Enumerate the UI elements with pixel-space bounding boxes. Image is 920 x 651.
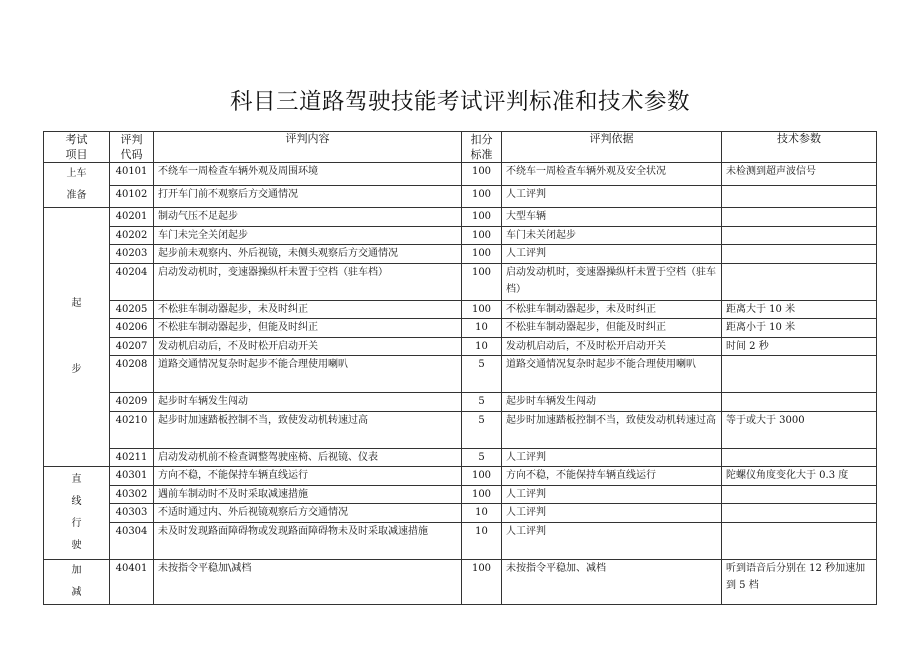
score-cell: 10 [462,522,502,559]
content-cell: 启动发动机前不检查调整驾驶座椅、后视镜、仪表 [154,448,462,467]
header-param: 技术参数 [722,132,877,163]
code-cell: 40201 [110,208,154,227]
basis-cell: 大型车辆 [502,208,722,227]
code-cell: 40303 [110,504,154,523]
basis-cell: 不松驻车制动器起步，但能及时纠正 [502,319,722,338]
table-row [44,467,877,486]
table-row [44,485,877,504]
header-category: 考试 项目 [44,132,110,163]
content-cell: 发动机启动后，不及时松开启动开关 [154,337,462,356]
header-basis: 评判依据 [502,132,722,163]
basis-cell: 人工评判 [502,185,722,208]
content-cell: 道路交通情况复杂时起步不能合理使用喇叭 [154,356,462,393]
content-cell: 打开车门前不观察后方交通情况 [154,185,462,208]
content-cell: 方向不稳，不能保持车辆直线运行 [154,467,462,486]
table-row [44,185,877,208]
standards-table [43,131,877,605]
basis-cell: 起步时车辆发生闯动 [502,393,722,412]
param-cell [722,245,877,264]
table-row [44,263,877,300]
basis-cell: 不松驻车制动器起步，未及时纠正 [502,300,722,319]
code-cell: 40203 [110,245,154,264]
table-row [44,559,877,604]
param-cell [722,393,877,412]
code-cell: 40204 [110,263,154,300]
table-row [44,163,877,186]
score-cell: 5 [462,448,502,467]
score-cell: 100 [462,185,502,208]
basis-cell: 启动发动机时，变速器操纵杆未置于空档（驻车档） [502,263,722,300]
category-cell: 加 减 [44,559,110,604]
category-cell: 直 线 行 驶 [44,467,110,560]
param-cell [722,226,877,245]
basis-cell: 道路交通情况复杂时起步不能合理使用喇叭 [502,356,722,393]
table-row [44,356,877,393]
basis-cell: 车门未关闭起步 [502,226,722,245]
content-cell: 起步时加速踏板控制不当，致使发动机转速过高 [154,411,462,448]
content-cell: 不松驻车制动器起步，但能及时纠正 [154,319,462,338]
code-cell: 40205 [110,300,154,319]
score-cell: 100 [462,559,502,604]
score-cell: 100 [462,208,502,227]
content-cell: 车门未完全关闭起步 [154,226,462,245]
table-body [44,163,877,605]
code-cell: 40302 [110,485,154,504]
basis-cell: 发动机启动后，不及时松开启动开关 [502,337,722,356]
content-cell: 未按指令平稳加\减档 [154,559,462,604]
score-cell: 10 [462,337,502,356]
table-row [44,393,877,412]
basis-cell: 人工评判 [502,245,722,264]
category-cell: 上车 准备 [44,163,110,208]
param-cell: 等于或大于 3000 [722,411,877,448]
code-cell: 40210 [110,411,154,448]
score-cell: 5 [462,356,502,393]
code-cell: 40401 [110,559,154,604]
table-row [44,319,877,338]
basis-cell: 未按指令平稳加、减档 [502,559,722,604]
basis-cell: 人工评判 [502,504,722,523]
param-cell [722,485,877,504]
score-cell: 10 [462,319,502,338]
code-cell: 40102 [110,185,154,208]
content-cell: 不绕车一周检查车辆外观及周围环境 [154,163,462,186]
table-row [44,300,877,319]
category-cell: 起 步 [44,208,110,467]
table-row [44,448,877,467]
param-cell: 距离大于 10 米 [722,300,877,319]
table-row [44,208,877,227]
score-cell: 5 [462,411,502,448]
table-row [44,245,877,264]
score-cell: 10 [462,504,502,523]
param-cell [722,504,877,523]
code-cell: 40208 [110,356,154,393]
content-cell: 不适时通过内、外后视镜观察后方交通情况 [154,504,462,523]
code-cell: 40207 [110,337,154,356]
code-cell: 40304 [110,522,154,559]
table-header-row [44,132,877,163]
table-row [44,504,877,523]
score-cell: 100 [462,163,502,186]
score-cell: 100 [462,300,502,319]
score-cell: 100 [462,467,502,486]
code-cell: 40202 [110,226,154,245]
code-cell: 40101 [110,163,154,186]
table-row [44,522,877,559]
page-title: 科目三道路驾驶技能考试评判标准和技术参数 [229,89,690,115]
content-cell: 起步前未观察内、外后视镜，未侧头观察后方交通情况 [154,245,462,264]
table-row [44,411,877,448]
param-cell [722,185,877,208]
basis-cell: 人工评判 [502,448,722,467]
param-cell: 陀螺仪角度变化大于 0.3 度 [722,467,877,486]
basis-cell: 人工评判 [502,485,722,504]
code-cell: 40301 [110,467,154,486]
param-cell: 未检测到超声波信号 [722,163,877,186]
content-cell: 起步时车辆发生闯动 [154,393,462,412]
param-cell: 听到语音后分别在 12 秒加速加到 5 档 [722,559,877,604]
param-cell [722,208,877,227]
param-cell: 距离小于 10 米 [722,319,877,338]
param-cell [722,263,877,300]
score-cell: 100 [462,263,502,300]
score-cell: 100 [462,245,502,264]
table-row [44,226,877,245]
basis-cell: 不绕车一周检查车辆外观及安全状况 [502,163,722,186]
content-cell: 制动气压不足起步 [154,208,462,227]
param-cell [722,522,877,559]
param-cell [722,448,877,467]
param-cell [722,356,877,393]
header-code: 评判 代码 [110,132,154,163]
content-cell: 遇前车制动时不及时采取减速措施 [154,485,462,504]
score-cell: 5 [462,393,502,412]
header-score: 扣分 标准 [462,132,502,163]
code-cell: 40209 [110,393,154,412]
score-cell: 100 [462,226,502,245]
code-cell: 40206 [110,319,154,338]
code-cell: 40211 [110,448,154,467]
content-cell: 启动发动机时，变速器操纵杆未置于空档（驻车档） [154,263,462,300]
basis-cell: 人工评判 [502,522,722,559]
score-cell: 100 [462,485,502,504]
basis-cell: 方向不稳，不能保持车辆直线运行 [502,467,722,486]
basis-cell: 起步时加速踏板控制不当，致使发动机转速过高 [502,411,722,448]
table-row [44,337,877,356]
param-cell: 时间 2 秒 [722,337,877,356]
header-content: 评判内容 [154,132,462,163]
content-cell: 不松驻车制动器起步，未及时纠正 [154,300,462,319]
content-cell: 未及时发现路面障碍物或发现路面障碍物未及时采取减速措施 [154,522,462,559]
